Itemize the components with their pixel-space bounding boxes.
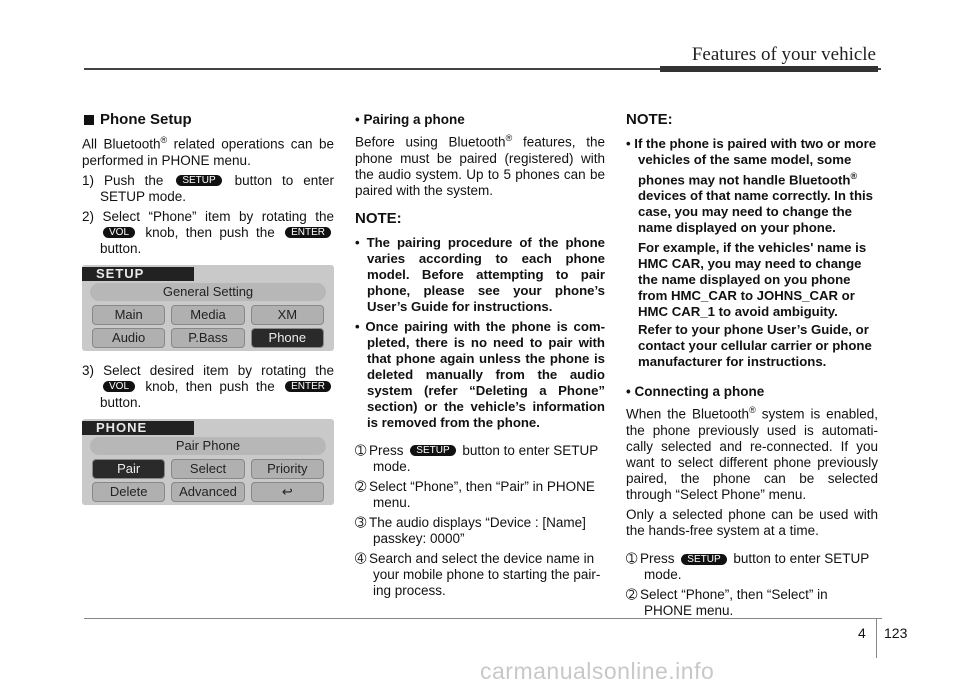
page-number: 123 — [884, 625, 908, 641]
step-text: The audio displays “Device : [Name] passkey: 0000” — [369, 514, 586, 546]
phone-screen-image — [82, 419, 334, 505]
step-number: ➂ — [355, 514, 367, 530]
registered-mark: ® — [160, 135, 168, 145]
step-text: Select “Phone” item by rotating the — [102, 208, 334, 224]
step-number: ➁ — [355, 478, 367, 494]
note-example: For example, if the vehicles' name is HMC CAR, you may need to change the name displayed on you phone from HMC_CAR to JOHNS_CAR or HMC CAR_1 to avoid ambiguity. — [638, 240, 867, 320]
registered-mark: ® — [505, 133, 513, 143]
note-item — [626, 136, 878, 236]
screen-button-select: Select — [171, 459, 244, 479]
note-heading: NOTE: — [626, 111, 673, 128]
para-text: When the Bluetooth — [626, 406, 750, 422]
step-3 — [82, 363, 334, 411]
note-heading: NOTE: — [355, 209, 402, 227]
pair-step-1 — [355, 443, 605, 475]
step-text: Press — [640, 550, 675, 566]
connect-step-2 — [626, 587, 878, 619]
column-left — [82, 112, 334, 517]
chapter-number: 4 — [858, 625, 866, 641]
screen-button-priority: Priority — [251, 459, 324, 479]
step-number: ➁ — [626, 586, 638, 602]
registered-mark: ® — [749, 405, 756, 416]
screen-button-pbass: P.Bass — [171, 328, 244, 348]
column-middle — [355, 112, 605, 603]
step-number: ➀ — [355, 442, 367, 458]
step-1 — [82, 173, 334, 205]
setup-key-badge: SETUP — [681, 554, 726, 565]
header-rule-accent — [660, 66, 878, 72]
note-text: • If the phone is paired with two or more vehicles of the same model, some phones may not handle Bluetooth — [626, 136, 877, 188]
para-text-cont: system is enabled, the phone previously used is automati-cally selected and re-connected. If you want to select different phone previously paired, the phone can be selected through “Select Phone” menu. — [626, 406, 878, 502]
vol-knob-badge: VOL — [103, 381, 135, 392]
screen-tab: SETUP — [82, 267, 194, 281]
pairing-paragraph — [355, 130, 605, 199]
step-text-cont: button to enter SETUP mode. — [644, 550, 869, 582]
step-text: Push the — [103, 172, 164, 188]
watermark: carmanualsonline.info — [480, 658, 715, 684]
step-2 — [82, 209, 334, 257]
screen-tab: PHONE — [82, 421, 194, 435]
step-number: 2) — [82, 208, 95, 224]
pair-step-2 — [355, 479, 605, 511]
step-number: 3) — [82, 362, 95, 378]
note-item: • The pairing procedure of the phone varies according to each phone model. Before attempting to pair phone, please see your phone’s User’s Guide for instructions. — [355, 234, 605, 314]
connecting-paragraph-2: Only a selected phone can be used with the hands-free system at a time. — [626, 506, 878, 538]
step-text-cont: knob, then push the — [145, 378, 275, 394]
registered-mark: ® — [850, 171, 858, 181]
subsection-heading: • Connecting a phone — [626, 384, 765, 400]
para-text-cont: features, the phone must be paired (registered) with the audio system. Up to 5 phones can be paired with the system. — [355, 134, 605, 198]
screen-button-advanced: Advanced — [171, 482, 244, 502]
enter-key-badge: ENTER — [285, 381, 331, 392]
step-text: Select “Phone”, then “Pair” in PHONE menu. — [369, 478, 595, 510]
note-refer: Refer to your phone User’s Guide, or contact your cellular carrier or phone manufacturer for instructions. — [638, 322, 872, 370]
intro-text: All Bluetooth — [82, 136, 161, 152]
intro-paragraph — [82, 132, 334, 169]
screen-button-media: Media — [171, 305, 244, 325]
step-text-end: button. — [100, 240, 142, 256]
note-item: • Once pairing with the phone is com-pleted, there is no need to pair with that phone again unless the phone is deleted manually from the audio system (refer “Deleting a Phone” section) or the vehicle’s information is removed from the phone. — [355, 318, 605, 430]
screen-button-xm: XM — [251, 305, 324, 325]
pair-step-4 — [355, 551, 605, 599]
connect-step-1 — [626, 551, 878, 583]
header-title: Features of your vehicle — [691, 44, 876, 65]
intro-text-cont: related operations can be performed in PHONE menu. — [82, 136, 334, 168]
screen-subtitle: General Setting — [90, 283, 326, 301]
subsection-heading: • Pairing a phone — [355, 112, 465, 127]
section-heading-text: Phone Setup — [100, 111, 192, 128]
setup-key-badge: SETUP — [410, 445, 455, 456]
step-text-end: button. — [100, 394, 142, 410]
step-number: 1) — [82, 172, 95, 188]
enter-key-badge: ENTER — [285, 227, 331, 238]
connecting-paragraph — [626, 402, 878, 503]
note-text-cont: devices of that name correctly. In this case, you may need to change the name displayed on your phone. — [638, 188, 874, 236]
step-text-cont: knob, then push the — [145, 224, 275, 240]
screen-button-main: Main — [92, 305, 165, 325]
step-text: Select desired item by rotating the — [103, 362, 334, 378]
vol-knob-badge: VOL — [103, 227, 135, 238]
footer-rule — [84, 618, 882, 619]
pair-step-3 — [355, 515, 605, 547]
square-bullet-icon — [84, 115, 94, 125]
step-text: Select “Phone”, then “Select” in PHONE menu. — [640, 586, 828, 618]
screen-button-back-icon: ↩ — [251, 482, 324, 502]
step-number: ➃ — [355, 550, 367, 566]
screen-button-phone: Phone — [251, 328, 324, 348]
footer-divider — [876, 618, 877, 658]
step-text-cont: button to enter SETUP mode. — [100, 172, 334, 204]
step-text: Press — [369, 442, 404, 458]
section-heading — [82, 112, 334, 128]
screen-button-delete: Delete — [92, 482, 165, 502]
screen-button-pair: Pair — [92, 459, 165, 479]
setup-key-badge: SETUP — [176, 175, 221, 186]
step-text: Search and select the device name in your mobile phone to starting the pair-ing process. — [369, 550, 601, 598]
screen-subtitle: Pair Phone — [90, 437, 326, 455]
step-text-cont: button to enter SETUP mode. — [373, 442, 598, 474]
para-text: Before using Bluetooth — [355, 134, 506, 150]
column-right — [626, 112, 878, 623]
screen-button-audio: Audio — [92, 328, 165, 348]
step-number: ➀ — [626, 550, 638, 566]
setup-screen-image — [82, 265, 334, 351]
